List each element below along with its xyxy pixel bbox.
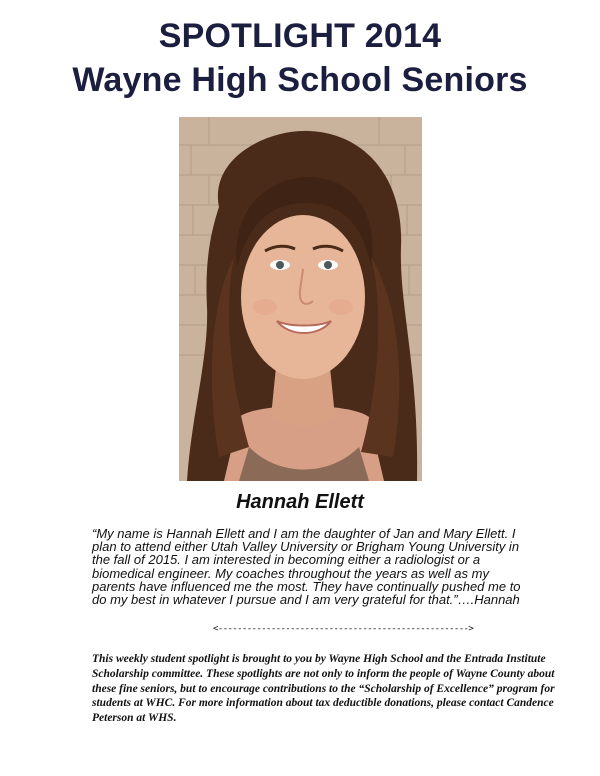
spotlight-title: SPOTLIGHT 2014	[158, 17, 442, 55]
student-quote: “My name is Hannah Ellett and I am the daughter of Jan and Mary Ellett. I plan to attend either Utah Valley University or Brigham Young University in the fall of 2015. I am interested in becoming either a radiologist or a biomedical engineer. My coaches throughout the years as well as my parents have influenced me the most. They have continually pushed me to do my best in whatever I pursue and I am very grateful for that.”….Hannah	[92, 526, 521, 608]
sponsor-note: This weekly student spotlight is brought to you by Wayne High School and the Entrada Institute Scholarship committee. These spotlights are not only to inform the people of Wayne County about these fine seniors, but to encourage contributions to the “Scholarship of Excellence” program for students at WHC. For more information about tax deductible donations, please contact Candence Peterson at WHS.	[92, 653, 555, 725]
divider-arrow: <---------------------------------------------------->	[213, 624, 474, 634]
school-subtitle: Wayne High School Seniors	[72, 61, 528, 99]
student-photo	[179, 117, 422, 481]
student-name: Hannah Ellett	[236, 491, 364, 513]
